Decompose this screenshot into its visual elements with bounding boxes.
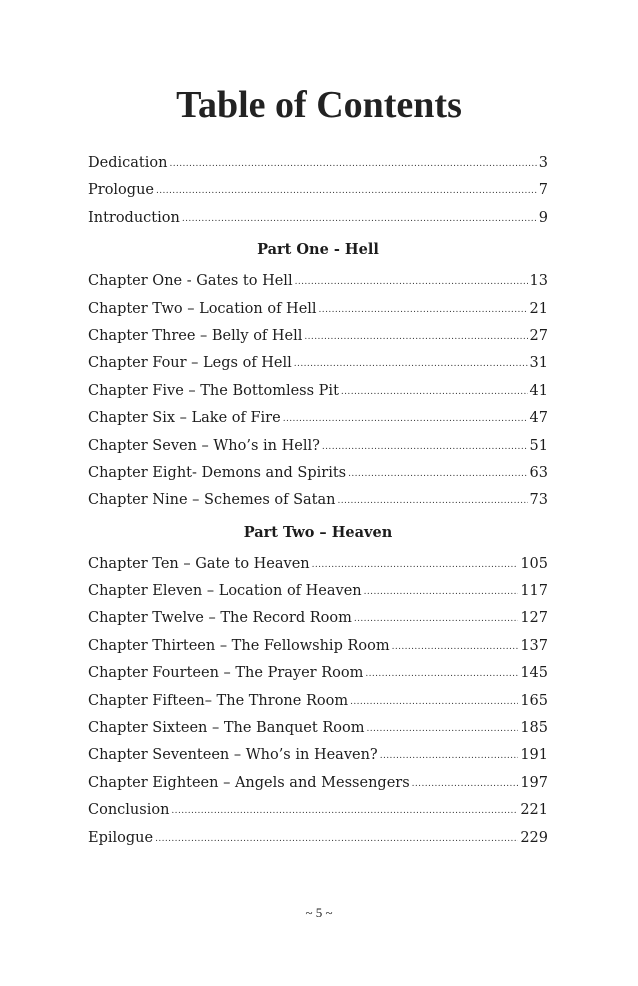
toc-entry-page: 127 [520, 610, 548, 627]
dot-leader [364, 577, 519, 606]
dot-leader [304, 322, 527, 351]
dot-leader [295, 267, 528, 296]
toc-entry-label: Chapter Two – Location of Hell [88, 300, 317, 317]
toc-entry-label: Chapter Ten – Gate to Heaven [88, 555, 310, 572]
toc-entry[interactable] [88, 460, 548, 487]
page-number-footer: ~ 5 ~ [305, 905, 333, 920]
toc-entry[interactable] [88, 378, 548, 405]
toc-entry[interactable] [88, 578, 548, 605]
toc-entry-label: Chapter Eighteen – Angels and Messengers [88, 774, 410, 791]
dot-leader [392, 632, 519, 661]
dot-leader [169, 149, 536, 178]
dot-leader [354, 604, 518, 633]
dot-leader [294, 349, 528, 378]
dot-leader [319, 295, 528, 324]
toc-entry-label: Chapter Eight- Demons and Spirits [88, 464, 347, 481]
toc-entry-page: 197 [520, 774, 548, 791]
toc-entry-page: 21 [529, 300, 548, 317]
dot-leader [155, 824, 518, 853]
toc-entry-page: 47 [529, 410, 548, 427]
dot-leader [182, 204, 537, 233]
front-matter-list [88, 150, 548, 232]
toc-entry-label: Chapter Seven – Who’s in Hell? [88, 437, 320, 454]
toc-entry[interactable] [88, 350, 548, 377]
dot-leader [283, 404, 528, 433]
toc-entry-page: 117 [520, 583, 548, 600]
toc-entry-label: Chapter One - Gates to Hell [88, 273, 293, 290]
dot-leader [348, 459, 527, 488]
toc-entry-label: Conclusion [88, 802, 170, 819]
toc-entry-label: Chapter Five – The Bottomless Pit [88, 382, 339, 399]
part-one-heading: Part One - Hell [257, 241, 379, 259]
toc-entry-page: 13 [529, 273, 548, 290]
toc-entry[interactable] [88, 770, 548, 797]
toc-entry-label: Chapter Six – Lake of Fire [88, 410, 281, 427]
dot-leader [322, 432, 528, 461]
toc-entry[interactable] [88, 797, 548, 824]
toc-entry-label: Chapter Fourteen – The Prayer Room [88, 665, 364, 682]
toc-entry-label: Prologue [88, 182, 154, 199]
toc-entry-page: 7 [538, 182, 548, 199]
toc-entry[interactable] [88, 268, 548, 295]
dot-leader [380, 741, 519, 770]
toc-entry-label: Chapter Eleven – Location of Heaven [88, 583, 362, 600]
toc-entry-label: Chapter Seventeen – Who’s in Heaven? [88, 747, 378, 764]
toc-entry-label: Chapter Three – Belly of Hell [88, 327, 303, 344]
toc-entry-page: 165 [520, 692, 548, 709]
toc-entry[interactable] [88, 177, 548, 204]
toc-entry[interactable] [88, 487, 548, 514]
part-two-list [88, 551, 548, 852]
toc-entry-label: Chapter Twelve – The Record Room [88, 610, 352, 627]
toc-entry-page: 229 [520, 829, 548, 846]
toc-entry-page: 137 [520, 637, 548, 654]
toc-entry[interactable] [88, 825, 548, 852]
toc-entry-page: 73 [529, 492, 548, 509]
part-one-list [88, 268, 548, 515]
dot-leader [171, 796, 518, 825]
toc-entry-page: 63 [529, 464, 548, 481]
toc-entry[interactable] [88, 323, 548, 350]
toc-entry-page: 185 [520, 720, 548, 737]
toc-entry[interactable] [88, 688, 548, 715]
toc-entry[interactable] [88, 660, 548, 687]
page-title: Table of Contents [176, 84, 462, 126]
dot-leader [366, 714, 518, 743]
toc-entry-page: 105 [520, 555, 548, 572]
toc-entry-label: Chapter Sixteen – The Banquet Room [88, 720, 365, 737]
toc-entry[interactable] [88, 296, 548, 323]
toc-entry-page: 41 [529, 382, 548, 399]
toc-entry-label: Chapter Fifteen– The Throne Room [88, 692, 349, 709]
toc-entry[interactable] [88, 405, 548, 432]
dot-leader [365, 659, 518, 688]
dot-leader [312, 550, 519, 579]
dot-leader [156, 176, 537, 205]
toc-entry[interactable] [88, 633, 548, 660]
toc-entry-label: Dedication [88, 155, 168, 171]
toc-entry-label: Epilogue [88, 829, 154, 846]
toc-entry-page: 3 [538, 155, 548, 171]
toc-entry[interactable] [88, 205, 548, 232]
toc-entry[interactable] [88, 551, 548, 578]
dot-leader [350, 687, 518, 716]
dot-leader [337, 486, 527, 515]
toc-entry-page: 221 [520, 802, 548, 819]
table-of-contents [88, 150, 548, 852]
dot-leader [412, 769, 519, 798]
toc-entry-page: 145 [520, 665, 548, 682]
toc-entry[interactable] [88, 715, 548, 742]
toc-entry-label: Chapter Nine – Schemes of Satan [88, 492, 336, 509]
toc-entry[interactable] [88, 433, 548, 460]
toc-entry-page: 51 [529, 437, 548, 454]
toc-entry[interactable] [88, 605, 548, 632]
toc-entry-page: 27 [529, 327, 548, 344]
toc-entry-label: Chapter Thirteen – The Fellowship Room [88, 637, 390, 654]
toc-entry[interactable] [88, 150, 548, 177]
toc-entry-page: 31 [529, 355, 548, 372]
toc-entry-label: Introduction [88, 209, 180, 226]
toc-entry-page: 9 [538, 209, 548, 226]
toc-entry-page: 191 [520, 747, 548, 764]
toc-entry-label: Chapter Four – Legs of Hell [88, 355, 292, 372]
part-two-heading: Part Two – Heaven [243, 523, 393, 541]
toc-entry[interactable] [88, 742, 548, 769]
dot-leader [341, 377, 528, 406]
